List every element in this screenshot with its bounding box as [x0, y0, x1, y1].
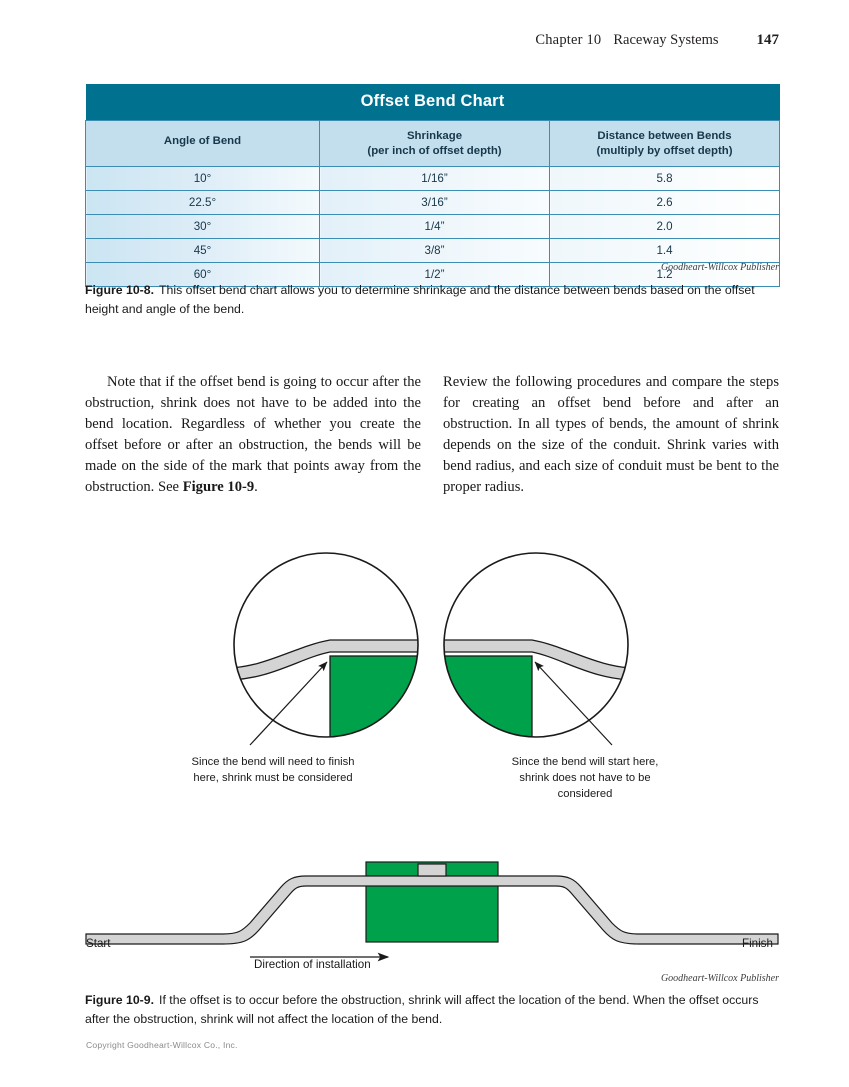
cell-shrinkage: 1/16”: [320, 167, 550, 191]
left-circle-caption: Since the bend will need to finish here, shrink must be considered: [191, 756, 355, 784]
paragraph-right: Review the following procedures and compare the steps for creating an offset bend before and after an obstruction. In all types of bends, the amount of shrink depends on the size of the conduit. Shrink varies with bend radius, and each size of conduit must be bent to the proper radius.: [443, 374, 779, 495]
figure-10-9-caption: [85, 991, 779, 1029]
circle-diagrams-svg: [0, 540, 849, 840]
figure-10-9-label: Figure 10-9.: [85, 993, 155, 1007]
direction-of-installation-label: Direction of installation: [254, 958, 371, 971]
table-row: [86, 167, 780, 191]
finish-label: Finish: [742, 937, 773, 950]
cell-distance: 1.2: [550, 263, 780, 287]
page-number: 147: [756, 32, 779, 48]
cell-shrinkage: 1/2”: [320, 263, 550, 287]
cell-distance: 2.6: [550, 191, 780, 215]
table-row: [86, 239, 780, 263]
cell-shrinkage: 3/8”: [320, 239, 550, 263]
cell-shrinkage: 3/16”: [320, 191, 550, 215]
figure-10-8-text: This offset bend chart allows you to determine shrinkage and the distance between bends based on the offset height and angle of the bend.: [85, 283, 755, 317]
cell-angle: 22.5°: [86, 191, 320, 215]
figure-10-8-caption: [85, 281, 779, 319]
offset-run-svg: [0, 836, 849, 976]
cell-angle: 10°: [86, 167, 320, 191]
running-head-chapter: Chapter 10: [535, 32, 602, 48]
column-header-distance-line1: Distance between Bends: [597, 129, 732, 142]
obstruction-right: [440, 656, 532, 740]
body-column-right: [443, 372, 779, 498]
table-row: [86, 215, 780, 239]
figure-10-8-label: Figure 10-8.: [85, 283, 155, 297]
figure-10-9-circles: [0, 540, 849, 840]
column-header-angle: Angle of Bend: [86, 121, 320, 167]
column-header-distance: [550, 121, 780, 167]
cell-distance: 5.8: [550, 167, 780, 191]
right-circle-contents: [440, 640, 636, 740]
right-circle-caption: Since the bend will start here, shrink does not have to be considered: [511, 756, 659, 800]
cell-distance: 1.4: [550, 239, 780, 263]
figure-10-9-offset-run: [0, 836, 849, 976]
left-circle-contents: [226, 640, 422, 740]
offset-bend-chart-table: [85, 84, 780, 287]
column-header-shrinkage: [320, 121, 550, 167]
paragraph-left: [85, 372, 421, 498]
obstruction-left: [330, 656, 422, 740]
table-row: [86, 191, 780, 215]
copyright-notice: Copyright Goodheart-Willcox Co., Inc.: [86, 1040, 238, 1050]
cell-shrinkage: 1/4”: [320, 215, 550, 239]
running-head: [535, 32, 779, 49]
running-head-title: Raceway Systems: [613, 32, 719, 48]
column-header-shrinkage-line1: Shrinkage: [406, 129, 463, 142]
start-label: Start: [86, 937, 111, 950]
table-header-row: [86, 121, 780, 167]
cell-angle: 45°: [86, 239, 320, 263]
figure-10-9-text: If the offset is to occur before the obstruction, shrink will affect the location of the bend. When the offset occurs after the obstruction, shrink will not affect the location of the bend.: [85, 993, 759, 1027]
column-header-distance-line2: (multiply by offset depth): [596, 145, 733, 158]
figure-10-9-credit: Goodheart-Willcox Publisher: [660, 973, 779, 984]
paragraph-left-text: Note that if the offset bend is going to occur after the obstruction, shrink does not have to be added into the bend location. Regardless of whether you create the offset before or after an obstruction, the bends will be made on the side of the mark that points away from the obstruction. See: [85, 374, 421, 495]
cell-distance: 2.0: [550, 215, 780, 239]
coupling-tab: [418, 864, 446, 876]
cell-angle: 60°: [86, 263, 320, 287]
column-header-shrinkage-line2: (per inch of offset depth): [367, 145, 502, 158]
figure-reference: Figure 10-9: [182, 479, 255, 495]
paragraph-left-end: .: [254, 479, 258, 495]
table-title: Offset Bend Chart: [86, 84, 780, 121]
body-column-left: [85, 372, 421, 498]
figure-10-8-credit: Goodheart-Willcox Publisher: [660, 262, 779, 273]
table-title-row: [86, 84, 780, 121]
cell-angle: 30°: [86, 215, 320, 239]
